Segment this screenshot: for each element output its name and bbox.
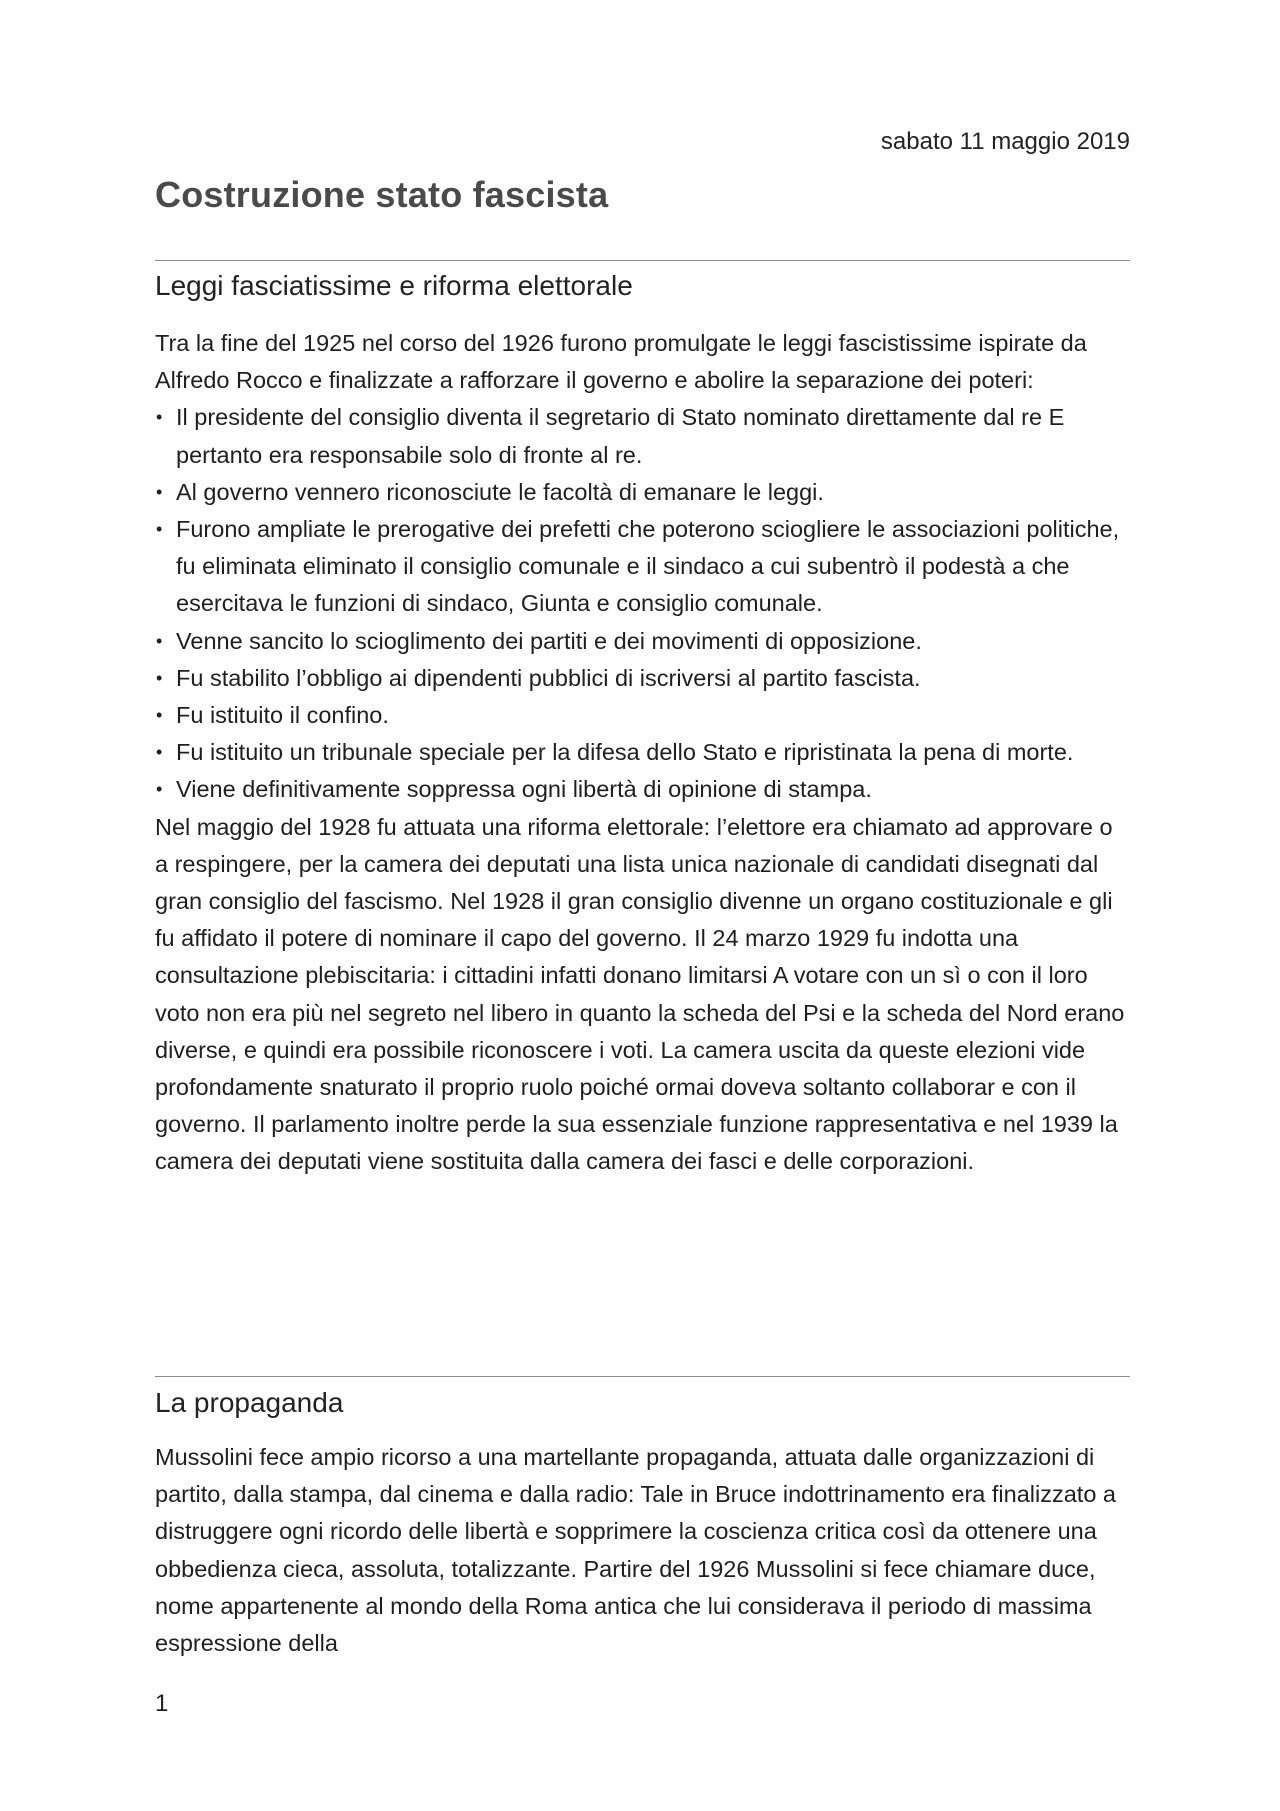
bullet-icon: • bbox=[156, 705, 163, 726]
list-item bbox=[155, 734, 1130, 771]
section-body-propaganda bbox=[155, 1439, 1130, 1662]
section-divider bbox=[155, 1376, 1130, 1377]
bullet-icon: • bbox=[156, 519, 163, 540]
list-item-text: Fu istituito il confino. bbox=[176, 702, 389, 729]
list-item bbox=[155, 697, 1130, 734]
list-item-text: Al governo vennero riconosciute le facoltà di emanare le leggi. bbox=[176, 478, 824, 505]
list-item-text: Venne sancito lo scioglimento dei partiti e dei movimenti di opposizione. bbox=[176, 627, 922, 654]
laws-list bbox=[155, 399, 1130, 808]
bullet-icon: • bbox=[156, 742, 163, 763]
page-number: 1 bbox=[155, 1690, 169, 1717]
section-heading-propaganda: La propaganda bbox=[155, 1387, 344, 1418]
bullet-icon: • bbox=[156, 630, 163, 651]
intro-paragraph: Tra la fine del 1925 nel corso del 1926 furono promulgate le leggi fascistissime ispirate da Alfredo Rocco e finalizzate a rafforzare il governo e abolire la separazione dei poteri: bbox=[155, 330, 1087, 394]
list-item-text: Furono ampliate le prerogative dei prefetti che poterono sciogliere le associazioni politiche, fu eliminata eliminato il consiglio comunale e il sindaco a cui subentrò il podestà a che esercitava le funzioni di sindaco, Giunta e consiglio comunale. bbox=[176, 516, 1120, 617]
section-body-leggi bbox=[155, 325, 1130, 1181]
list-item bbox=[155, 399, 1130, 473]
list-item-text: Fu istituito un tribunale speciale per la difesa dello Stato e ripristinata la pena di morte. bbox=[176, 739, 1074, 766]
bullet-icon: • bbox=[156, 407, 163, 428]
outro-paragraph: Nel maggio del 1928 fu attuata una riforma elettorale: l’elettore era chiamato ad approvare o a respingere, per la camera dei deputati una lista unica nazionale di candidati disegnati dal gran consiglio del fascismo. Nel 1928 il gran consiglio divenne un organo costituzionale e gli fu affidato il potere di nominare il capo del governo. Il 24 marzo 1929 fu indotta una consultazione plebiscitaria: i cittadini infatti donano limitarsi A votare con un sì o con il loro voto non era più nel segreto nel libero in quanto la scheda del Psi e la scheda del Nord erano diverse, e quindi era possibile riconoscere i voti. La camera uscita da queste elezioni vide profondamente snaturato il proprio ruolo poiché ormai doveva soltanto collaborar e con il governo. Il parlamento inoltre perde la sua essenziale funzione rappresentativa e nel 1939 la camera dei deputati viene sostituita dalla camera dei fasci e delle corporazioni. bbox=[155, 813, 1125, 1175]
bullet-icon: • bbox=[156, 667, 163, 688]
list-item bbox=[155, 511, 1130, 623]
section-divider bbox=[155, 260, 1130, 261]
bullet-icon: • bbox=[156, 779, 163, 800]
bullet-icon: • bbox=[156, 481, 163, 502]
document-page bbox=[155, 0, 1130, 1811]
propaganda-paragraph: Mussolini fece ampio ricorso a una martellante propaganda, attuata dalle organizzazioni di partito, dalla stampa, dal cinema e dalla radio: Tale in Bruce indottrinamento era finalizzato a distruggere ogni ricordo delle libertà e sopprimere la coscienza critica così da ottenere una obbedienza cieca, assoluta, totalizzante. Partire del 1926 Mussolini si fece chiamare duce, nome appartenente al mondo della Roma antica che lui considerava il periodo di massima espressione della bbox=[155, 1444, 1116, 1657]
document-date: sabato 11 maggio 2019 bbox=[880, 128, 1130, 155]
list-item-text: Il presidente del consiglio diventa il segretario di Stato nominato direttamente dal re E pertanto era responsabile solo di fronte al re. bbox=[176, 404, 1065, 468]
list-item-text: Fu stabilito l’obbligo ai dipendenti pubblici di iscriversi al partito fascista. bbox=[176, 664, 921, 691]
list-item bbox=[155, 474, 1130, 511]
list-item-text: Viene definitivamente soppressa ogni libertà di opinione di stampa. bbox=[176, 776, 872, 803]
list-item bbox=[155, 623, 1130, 660]
list-item bbox=[155, 660, 1130, 697]
section-heading-leggi: Leggi fasciatissime e riforma elettorale bbox=[155, 270, 633, 301]
list-item bbox=[155, 771, 1130, 808]
document-title: Costruzione stato fascista bbox=[155, 174, 609, 215]
